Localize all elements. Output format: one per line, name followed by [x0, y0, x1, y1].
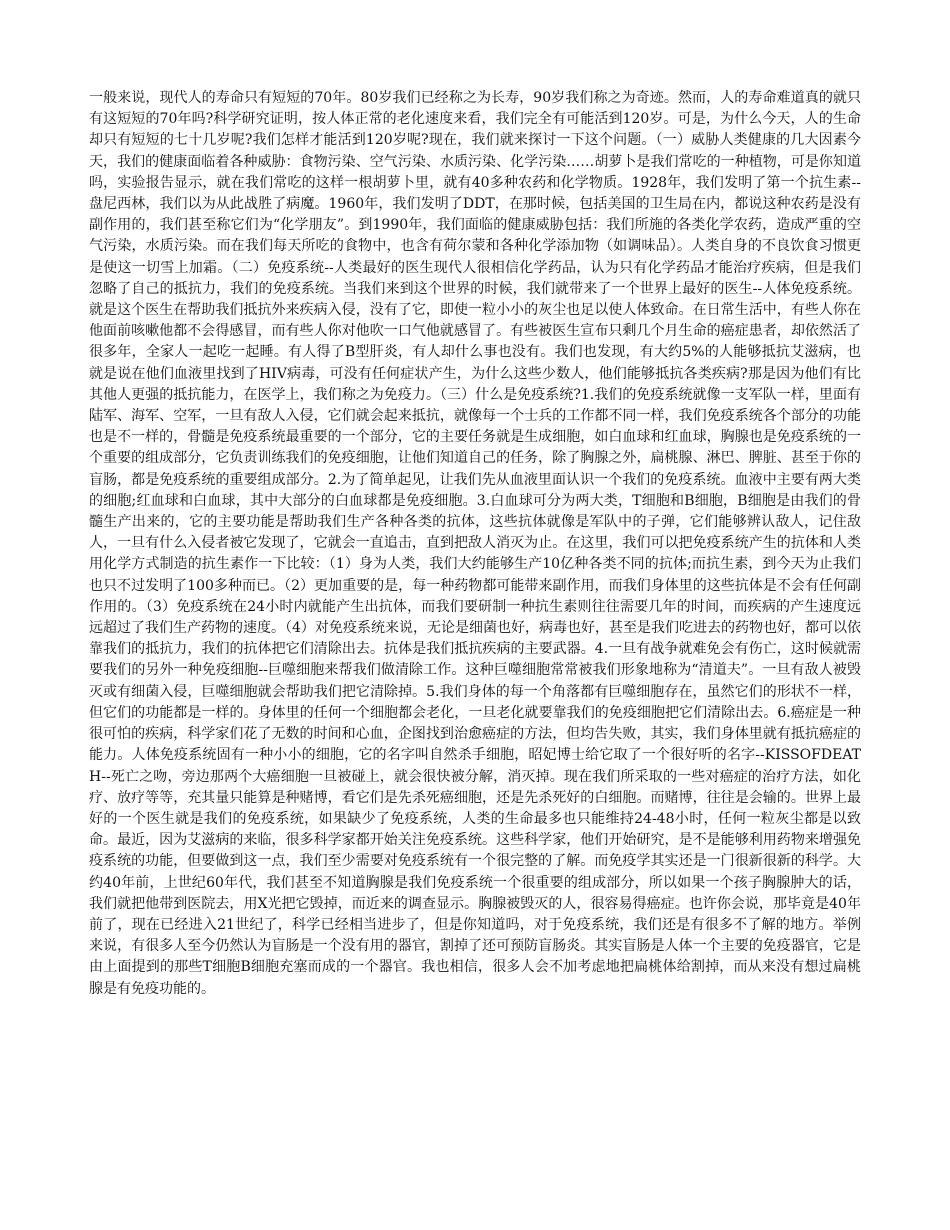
- body-paragraph: 一般来说，现代人的寿命只有短短的70年。80岁我们已经称之为长寿，90岁我们称之为奇迹。然而，人的寿命难道真的就只有这短短的70年吗?科学研究证明，按人体正常的老化速度来看，我们完全有可能活到120岁。可是，为什么今天，人的生命却只有短短的七十几岁呢?我们怎样才能活到120岁呢?现在，我们就来探讨一下这个问题。（一）威胁人类健康的几大因素今天，我们的健康面临着各种威胁：食物污染、空气污染、水质污染、化学污染……胡萝卜是我们常吃的一种植物，可是你知道吗，实验报告显示，就在我们常吃的这样一根胡萝卜里，就有40多种农药和化学物质。1928年，我们发明了第一个抗生素--盘尼西林，我们以为从此战胜了病魔。1960年，我们发明了DDT，在那时候，包括美国的卫生局在内，都说这种农药是没有副作用的，我们甚至称它们为“化学朋友”。到1990年，我们面临的健康威胁包括：我们所施的各类化学农药，造成严重的空气污染，水质污染。而在我们每天所吃的食物中，也含有荷尔蒙和各种化学添加物（如调味品）。人类自身的不良饮食习惯更是使这一切雪上加霜。（二）免疫系统--人类最好的医生现代人很相信化学药品，认为只有化学药品才能治疗疾病，但是我们忽略了自己的抵抗力，我们的免疫系统。当我们来到这个世界的时候，我们就带来了一个世界上最好的医生--人体免疫系统。就是这个医生在帮助我们抵抗外来疾病入侵，没有了它，即使一粒小小的灰尘也足以使人体致命。在日常生活中，有些人你在他面前咳嗽他都不会得感冒，而有些人你对他吹一口气他就感冒了。有些被医生宣布只剩几个月生命的癌症患者，却依然活了很多年，全家人一起吃一起睡。有人得了B型肝炎，有人却什么事也没有。我们也发现，有大约5%的人能够抵抗艾滋病，也就是说在他们血液里找到了HIV病毒，可没有任何症状产生，为什么这些少数人，他们能够抵抗各类疾病?那是因为他们有比其他人更强的抵抗能力，在医学上，我们称之为免疫力。（三）什么是免疫系统?1.我们的免疫系统就像一支军队一样，里面有陆军、海军、空军，一旦有敌人入侵，它们就会起来抵抗，就像每一个士兵的工作都不同一样，我们免疫系统各个部分的功能也是不一样的，骨髓是免疫系统最重要的一个部分，它的主要任务就是生成细胞，如白血球和红血球，胸腺也是免疫系统的一个重要的组成部分，它负责训练我们的免疫细胞，让他们知道自己的任务，除了胸腺之外，扁桃腺、淋巴、脾脏、甚至于你的盲肠，都是免疫系统的重要组成部分。2.为了简单起见，让我们先从血液里面认识一个我们的免疫系统。血液中主要有两大类的细胞;红血球和白血球，其中大部分的白血球都是免疫细胞。3.白血球可分为两大类，T细胞和B细胞，B细胞是由我们的骨髓生产出来的，它的主要功能是帮助我们生产各种各类的抗体，这些抗体就像是军队中的子弹，它们能够辨认敌人，记住敌人，一旦有什么入侵者被它发现了，它就会一直追击，直到把敌人消灭为止。在这里，我们可以把免疫系统产生的抗体和人类用化学方式制造的抗生素作一下比较：（1）身为人类，我们大约能够生产10亿种各类不同的抗体;而抗生素，到今天为止我们也只不过发明了100多种而已。（2）更加重要的是，每一种药物都可能带来副作用，而我们身体里的这些抗体是不会有任何副作用的。（3）免疫系统在24小时内就能产生出抗体，而我们要研制一种抗生素则往往需要几年的时间，而疾病的产生速度远远超过了我们生产药物的速度。（4）对免疫系统来说，无论是细菌也好，病毒也好，甚至是我们吃进去的药物也好，都可以依靠我们的抵抗力，我们的抗体把它们清除出去。抗体是我们抵抗疾病的主要武器。4.一旦有战争就难免会有伤亡，这时候就需要我们的另外一种免疫细胞--巨噬细胞来帮我们做清除工作。这种巨噬细胞常常被我们形象地称为“清道夫”。一旦有敌人被毁灭或有细菌入侵，巨噬细胞就会帮助我们把它清除掉。5.我们身体的每一个角落都有巨噬细胞存在，虽然它们的形状不一样，但它们的功能都是一样的。身体里的任何一个细胞都会老化，一旦老化就要靠我们的免疫细胞把它们清除出去。6.癌症是一种很可怕的疾病，科学家们花了无数的时间和心血，企图找到治愈癌症的方法，但均告失败，其实，我们身体里就有抵抗癌症的能力。人体免疫系统固有一种小小的细胞，它的名字叫自然杀手细胞，昭妃博士给它取了一个很好听的名字--KISSOFDEATH--死亡之吻，旁边那两个大癌细胞一旦被碰上，就会很快被分解，消灭掉。现在我们所采取的一些对癌症的治疗方法，如化疗、放疗等等，充其量只能算是种赌博，看它们是先杀死癌细胞，还是先杀死好的白细胞。而赌博，往往是会输的。世界上最好的一个医生就是我们的免疫系统，如果缺少了免疫系统，人类的生命最多也只能维持24-48小时，任何一粒灰尘都是以致命。最近，因为艾滋病的来临，很多科学家都开始关注免疫系统。这些科学家，他们开始研究，是不是能够利用药物来增强免疫系统的功能，但要做到这一点，我们至少需要对免疫系统有一个很完整的了解。而免疫学其实还是一门很新很新的科学。大约40年前，上世纪60年代，我们甚至不知道胸腺是我们免疫系统一个很重要的组成部分，所以如果一个孩子胸腺肿大的话，我们就把他带到医院去，用X光把它毁掉，而近来的调查显示。胸腺被毁灭的人，很容易得癌症。也许你会说，那毕竟是40年前了，现在已经进入21世纪了，科学已经相当进步了，但是你知道吗，对于免疫系统，我们还是有很多不了解的地方。举例来说，有很多人至今仍然认为盲肠是一个没有用的器官，割掉了还可预防盲肠炎。其实盲肠是人体一个主要的免疫器官，它是由上面提到的那些T细胞B细胞充塞而成的一个器官。我也相信，很多人会不加考虑地把扁桃体给割掉，而从来没有想过扁桃腺是有免疫功能的。: [89, 90, 861, 997]
